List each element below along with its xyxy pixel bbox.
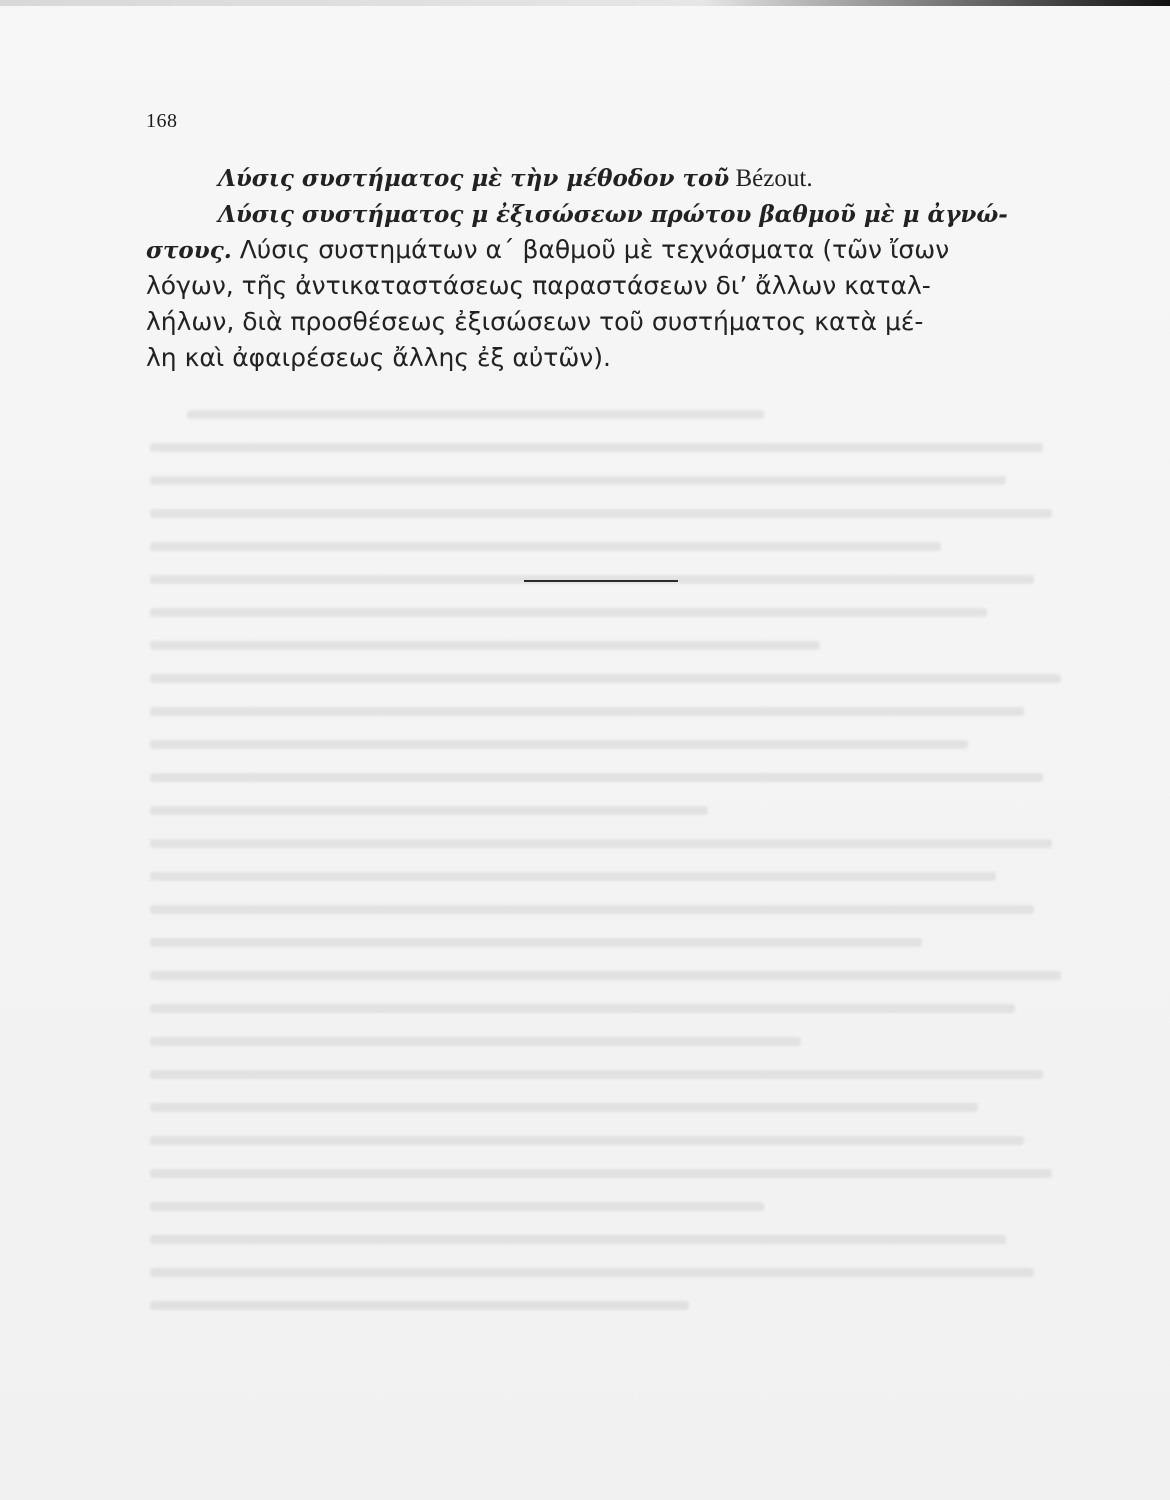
text-line-4: [146, 268, 1056, 304]
body-sentence: λη καὶ ἀφαιρέσεως ἄλλης ἐξ αὐτῶν).: [146, 343, 611, 372]
body-text: [146, 160, 1056, 376]
text-line-1: [146, 160, 1056, 196]
body-sentence: λόγων, τῆς ἀντικαταστάσεως παραστάσεων δι’ ἄλλων καταλ-: [146, 271, 931, 300]
text-line-2: [146, 196, 1056, 232]
scan-top-edge: [0, 0, 1170, 6]
name-bezout: Bézout.: [729, 165, 813, 192]
section-divider: [524, 580, 678, 582]
body-sentence: Λύσις συστημάτων α΄ βαθμοῦ μὲ τεχνάσματα (τῶν ἴσων: [231, 235, 950, 264]
body-sentence: λήλων, διὰ προσθέσεως ἐξισώσεων τοῦ συστήματος κατὰ μέ-: [146, 307, 924, 336]
page-number: 168: [146, 110, 178, 132]
text-line-6: [146, 340, 1056, 376]
italic-heading: Λύσις συστήματος μὲ τὴν μέθοδον τοῦ: [218, 165, 730, 192]
text-line-3: [146, 232, 1056, 268]
italic-heading: στους.: [146, 237, 232, 264]
italic-heading: Λύσις συστήματος μ ἐξισώσεων πρώτου βαθμοῦ μὲ μ ἀγνώ-: [218, 201, 1008, 228]
bleed-through-texture: [150, 410, 1080, 1420]
text-line-5: [146, 304, 1056, 340]
